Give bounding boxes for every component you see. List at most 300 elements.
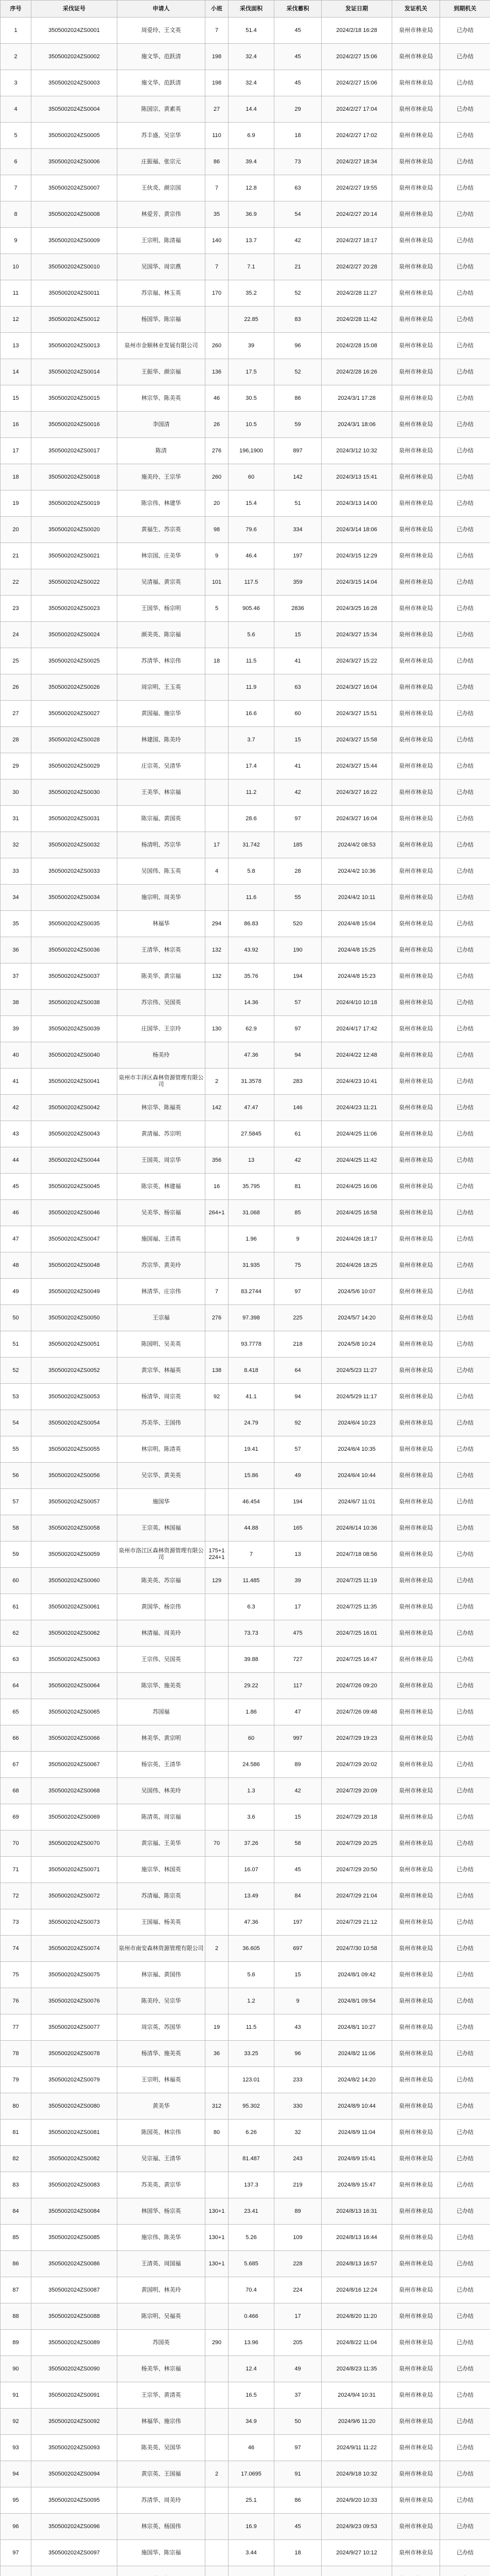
table-row xyxy=(1,937,490,963)
cell-applicant: 苏宗福、林玉英 xyxy=(117,280,205,307)
cell-area: 3.6 xyxy=(229,1804,274,1831)
cell-volume: 84 xyxy=(274,1883,322,1909)
cell-permit-number: 3505002024ZS0062 xyxy=(31,1620,117,1647)
cell-issuing-authority: 泉州市林业局 xyxy=(392,2540,440,2566)
cell-issue-date: 2024/7/30 10:58 xyxy=(322,1936,392,1962)
cell-issue-date: 2024/8/9 10:44 xyxy=(322,2093,392,2120)
cell-status: 已办结 xyxy=(440,2225,490,2251)
cell-subcompartment: 7 xyxy=(205,254,229,280)
cell-status: 已办结 xyxy=(440,1647,490,1673)
cell-issuing-authority: 泉州市林业局 xyxy=(392,2461,440,2487)
table-row xyxy=(1,1778,490,1804)
cell-subcompartment: 46 xyxy=(205,385,229,412)
cell-status: 已办结 xyxy=(440,149,490,175)
cell-issuing-authority: 泉州市林业局 xyxy=(392,543,440,569)
cell-subcompartment xyxy=(205,1699,229,1725)
cell-area: 14.36 xyxy=(229,990,274,1016)
cell-serial: 34 xyxy=(1,885,31,911)
cell-serial: 19 xyxy=(1,490,31,517)
cell-issue-date: 2024/8/1 10:27 xyxy=(322,2014,392,2041)
cell-serial: 73 xyxy=(1,1909,31,1936)
cell-subcompartment xyxy=(205,2356,229,2382)
cell-volume: 57 xyxy=(274,990,322,1016)
cell-applicant: 林建国、陈美玲 xyxy=(117,727,205,753)
cell-volume: 334 xyxy=(274,517,322,543)
table-row xyxy=(1,727,490,753)
cell-area: 47.36 xyxy=(229,1042,274,1069)
table-row xyxy=(1,1541,490,1568)
cell-serial: 72 xyxy=(1,1883,31,1909)
cell-permit-number: 3505002024ZS0052 xyxy=(31,1358,117,1384)
cell-issue-date: 2024/9/20 10:33 xyxy=(322,2487,392,2514)
cell-volume: 224 xyxy=(274,2277,322,2303)
cell-serial: 92 xyxy=(1,2409,31,2435)
cell-issue-date: 2024/2/28 11:27 xyxy=(322,280,392,307)
table-row xyxy=(1,885,490,911)
cell-applicant: 施宗明、周美华 xyxy=(117,885,205,911)
cell-subcompartment xyxy=(205,1042,229,1069)
cell-issuing-authority: 泉州市林业局 xyxy=(392,1174,440,1200)
cell-status: 已办结 xyxy=(440,2514,490,2540)
cell-volume: 94 xyxy=(274,1042,322,1069)
cell-permit-number: 3505002024ZS0029 xyxy=(31,753,117,779)
cell-issuing-authority: 泉州市林业局 xyxy=(392,1541,440,1568)
cell-volume: 49 xyxy=(274,2356,322,2382)
cell-applicant: 黄国福、施宗华 xyxy=(117,701,205,727)
cell-permit-number: 3505002024ZS0022 xyxy=(31,569,117,596)
cell-permit-number: 3505002024ZS0056 xyxy=(31,1463,117,1489)
cell-status: 已办结 xyxy=(440,569,490,596)
cell-volume: 219 xyxy=(274,2172,322,2198)
cell-applicant: 黄宗华、林福英 xyxy=(117,1358,205,1384)
table-row xyxy=(1,1673,490,1699)
cell-volume: 197 xyxy=(274,543,322,569)
table-row xyxy=(1,464,490,490)
cell-area: 117.5 xyxy=(229,569,274,596)
cell-permit-number: 3505002024ZS0067 xyxy=(31,1752,117,1778)
table-row xyxy=(1,2566,490,2576)
cell-area: 44.88 xyxy=(229,1515,274,1541)
table-row xyxy=(1,1699,490,1725)
cell-issuing-authority: 泉州市林业局 xyxy=(392,779,440,806)
table-row xyxy=(1,1331,490,1358)
cell-issuing-authority: 泉州市林业局 xyxy=(392,622,440,648)
cell-issuing-authority: 泉州市林业局 xyxy=(392,1331,440,1358)
cell-issuing-authority: 泉州市林业局 xyxy=(392,1358,440,1384)
cell-permit-number: 3505002024ZS0011 xyxy=(31,280,117,307)
cell-area: 1.3 xyxy=(229,1778,274,1804)
cell-volume: 15 xyxy=(274,727,322,753)
cell-issue-date: 2024/3/15 14:04 xyxy=(322,569,392,596)
cell-subcompartment xyxy=(205,1436,229,1463)
cell-permit-number: 3505002024ZS0020 xyxy=(31,517,117,543)
cell-permit-number: 3505002024ZS0073 xyxy=(31,1909,117,1936)
table-row xyxy=(1,701,490,727)
cell-volume: 39 xyxy=(274,1568,322,1594)
cell-issuing-authority: 泉州市林业局 xyxy=(392,201,440,228)
cell-volume: 51 xyxy=(274,490,322,517)
cell-volume: 83 xyxy=(274,307,322,333)
cell-permit-number: 3505002024ZS0032 xyxy=(31,832,117,858)
table-row xyxy=(1,307,490,333)
cell-status: 已办结 xyxy=(440,359,490,385)
cell-serial: 51 xyxy=(1,1331,31,1358)
table-row xyxy=(1,44,490,70)
table-row xyxy=(1,1463,490,1489)
cell-issuing-authority: 泉州市林业局 xyxy=(392,1725,440,1752)
cell-status: 已办结 xyxy=(440,1147,490,1174)
cell-status: 已办结 xyxy=(440,1384,490,1410)
cell-issue-date: 2024/8/16 12:24 xyxy=(322,2277,392,2303)
cell-subcompartment: 26 xyxy=(205,412,229,438)
cell-permit-number: 3505002024ZS0024 xyxy=(31,622,117,648)
cell-issue-date: 2024/8/9 11:04 xyxy=(322,2120,392,2146)
cell-permit-number: 3505002024ZS0070 xyxy=(31,1831,117,1857)
cell-area: 35.795 xyxy=(229,1174,274,1200)
cell-issuing-authority: 泉州市林业局 xyxy=(392,464,440,490)
cell-area: 905.46 xyxy=(229,596,274,622)
cell-subcompartment xyxy=(205,1883,229,1909)
cell-applicant: 黄宗英、王国福 xyxy=(117,2461,205,2487)
cell-volume: 29 xyxy=(274,96,322,123)
cell-serial: 41 xyxy=(1,1069,31,1095)
cell-issue-date: 2024/8/23 11:35 xyxy=(322,2356,392,2382)
cell-applicant: 周爱玲、王文英 xyxy=(117,18,205,44)
cell-status: 已办结 xyxy=(440,1410,490,1436)
cell-issuing-authority: 泉州市林业局 xyxy=(392,727,440,753)
cell-status: 已办结 xyxy=(440,1699,490,1725)
cell-subcompartment: 110 xyxy=(205,123,229,149)
cell-volume: 49 xyxy=(274,1463,322,1489)
cell-issuing-authority: 泉州市林业局 xyxy=(392,1436,440,1463)
cell-status: 已办结 xyxy=(440,464,490,490)
cell-subcompartment: 35 xyxy=(205,201,229,228)
cell-issuing-authority: 泉州市林业局 xyxy=(392,2172,440,2198)
cell-volume: 520 xyxy=(274,911,322,937)
cell-subcompartment: 132 xyxy=(205,963,229,990)
cell-status: 已办结 xyxy=(440,412,490,438)
cell-area: 6.3 xyxy=(229,1594,274,1620)
cell-area: 11.9 xyxy=(229,674,274,701)
table-row xyxy=(1,149,490,175)
table-row xyxy=(1,2146,490,2172)
cell-issuing-authority: 泉州市林业局 xyxy=(392,1489,440,1515)
cell-volume: 94 xyxy=(274,1384,322,1410)
cell-subcompartment: 264+1 xyxy=(205,1200,229,1226)
cell-subcompartment xyxy=(205,2435,229,2461)
cell-issue-date: 2024/8/20 11:20 xyxy=(322,2303,392,2330)
cell-subcompartment xyxy=(205,1647,229,1673)
cell-area: 81.487 xyxy=(229,2146,274,2172)
cell-area: 16.07 xyxy=(229,1857,274,1883)
cell-serial: 62 xyxy=(1,1620,31,1647)
cell-area: 6.26 xyxy=(229,2120,274,2146)
cell-volume: 41 xyxy=(274,648,322,674)
table-row xyxy=(1,963,490,990)
cell-status: 已办结 xyxy=(440,1069,490,1095)
cell-issue-date: 2024/4/8 15:25 xyxy=(322,937,392,963)
cell-permit-number: 3505002024ZS0060 xyxy=(31,1568,117,1594)
cell-subcompartment xyxy=(205,1331,229,1358)
cell-issuing-authority: 泉州市林业局 xyxy=(392,307,440,333)
cell-serial: 65 xyxy=(1,1699,31,1725)
cell-serial: 3 xyxy=(1,70,31,96)
table-row xyxy=(1,2514,490,2540)
cell-applicant: 施宗华、林国英 xyxy=(117,1857,205,1883)
cell-applicant: 王美华、林宗福 xyxy=(117,779,205,806)
table-row xyxy=(1,2120,490,2146)
cell-applicant: 王宗福 xyxy=(117,1305,205,1331)
cell-serial: 86 xyxy=(1,2251,31,2277)
cell-subcompartment: 260 xyxy=(205,333,229,359)
cell-permit-number: 3505002024ZS0097 xyxy=(31,2540,117,2566)
cell-volume: 330 xyxy=(274,2093,322,2120)
cell-status: 已办结 xyxy=(440,1778,490,1804)
cell-issue-date: 2024/3/27 16:22 xyxy=(322,779,392,806)
cell-area: 41.1 xyxy=(229,1384,274,1410)
table-row xyxy=(1,1752,490,1778)
cell-subcompartment xyxy=(205,2566,229,2576)
cell-issuing-authority: 泉州市林业局 xyxy=(392,70,440,96)
cell-area: 79.6 xyxy=(229,517,274,543)
cell-issuing-authority: 泉州市林业局 xyxy=(392,438,440,464)
header-cell-serial: 序号 xyxy=(1,1,31,18)
cell-applicant: 杨清明、苏宗华 xyxy=(117,832,205,858)
cell-volume: 28 xyxy=(274,858,322,885)
cell-serial: 11 xyxy=(1,280,31,307)
cell-status: 已办结 xyxy=(440,2251,490,2277)
cell-subcompartment: 5 xyxy=(205,596,229,622)
cell-applicant: 陈宗英、林建福 xyxy=(117,1174,205,1200)
cell-volume xyxy=(274,2566,322,2576)
cell-serial: 14 xyxy=(1,359,31,385)
cell-subcompartment: 9 xyxy=(205,543,229,569)
cell-area: 36.605 xyxy=(229,1936,274,1962)
cell-volume: 96 xyxy=(274,2041,322,2067)
cell-status: 已办结 xyxy=(440,1804,490,1831)
cell-volume: 243 xyxy=(274,2146,322,2172)
cell-status: 已办结 xyxy=(440,1042,490,1069)
cell-subcompartment: 86 xyxy=(205,149,229,175)
cell-status: 已办结 xyxy=(440,385,490,412)
table-row xyxy=(1,18,490,44)
cell-subcompartment: 130 xyxy=(205,1016,229,1042)
cell-volume: 45 xyxy=(274,44,322,70)
cell-applicant: 苏国福 xyxy=(117,1699,205,1725)
cell-permit-number: 3505002024ZS0077 xyxy=(31,2014,117,2041)
cell-volume: 2836 xyxy=(274,596,322,622)
cell-permit-number: 3505002024ZS0034 xyxy=(31,885,117,911)
cell-area: 5.8 xyxy=(229,858,274,885)
cell-applicant: 黄美华 xyxy=(117,2093,205,2120)
cell-issuing-authority: 泉州市林业局 xyxy=(392,1042,440,1069)
cell-serial: 66 xyxy=(1,1725,31,1752)
table-row xyxy=(1,385,490,412)
cell-applicant: 周宗明、王玉英 xyxy=(117,674,205,701)
cell-volume: 41 xyxy=(274,753,322,779)
cell-area: 17.4 xyxy=(229,753,274,779)
table-row xyxy=(1,175,490,201)
cell-issue-date: 2024/2/27 15:06 xyxy=(322,44,392,70)
cell-status: 已办结 xyxy=(440,2041,490,2067)
cell-issuing-authority: 泉州市林业局 xyxy=(392,2356,440,2382)
cell-serial xyxy=(1,2566,31,2576)
cell-volume: 63 xyxy=(274,674,322,701)
cell-area: 6.9 xyxy=(229,123,274,149)
cell-area: 37.26 xyxy=(229,1831,274,1857)
table-row xyxy=(1,1515,490,1541)
cell-applicant: 林清华、庄宗伟 xyxy=(117,1279,205,1305)
cell-status: 已办结 xyxy=(440,1515,490,1541)
cell-applicant: 周宗英、苏国华 xyxy=(117,2014,205,2041)
cell-issue-date: 2024/4/25 16:06 xyxy=(322,1174,392,1200)
cell-permit-number: 3505002024ZS0010 xyxy=(31,254,117,280)
cell-serial: 18 xyxy=(1,464,31,490)
cell-permit-number: 3505002024ZS0063 xyxy=(31,1647,117,1673)
cell-issuing-authority: 泉州市林业局 xyxy=(392,1594,440,1620)
cell-subcompartment xyxy=(205,2514,229,2540)
table-row xyxy=(1,70,490,96)
cell-issuing-authority: 泉州市林业局 xyxy=(392,2014,440,2041)
cell-volume: 97 xyxy=(274,806,322,832)
cell-issue-date: 2024/5/7 14:20 xyxy=(322,1305,392,1331)
cell-applicant: 杨宗英、王清华 xyxy=(117,1752,205,1778)
cell-issuing-authority: 泉州市林业局 xyxy=(392,490,440,517)
cell-volume: 73 xyxy=(274,149,322,175)
cell-permit-number: 3505002024ZS0043 xyxy=(31,1121,117,1147)
cell-area: 16.9 xyxy=(229,2514,274,2540)
cell-area: 5.26 xyxy=(229,2225,274,2251)
cell-applicant: 陈美英、吴国华 xyxy=(117,2435,205,2461)
cell-issuing-authority: 泉州市林业局 xyxy=(392,701,440,727)
cell-issuing-authority: 泉州市林业局 xyxy=(392,228,440,254)
cell-status: 已办结 xyxy=(440,1988,490,2014)
cell-permit-number: 3505002024ZS0053 xyxy=(31,1384,117,1410)
table-row xyxy=(1,2409,490,2435)
table-row xyxy=(1,1252,490,1279)
cell-serial: 20 xyxy=(1,517,31,543)
cell-subcompartment: 70 xyxy=(205,1831,229,1857)
cell-issue-date: 2024/4/23 11:21 xyxy=(322,1095,392,1121)
cell-issuing-authority: 泉州市林业局 xyxy=(392,1069,440,1095)
cell-applicant: 王国福、杨美英 xyxy=(117,1909,205,1936)
cell-subcompartment: 170 xyxy=(205,280,229,307)
cell-status: 已办结 xyxy=(440,885,490,911)
cell-permit-number: 3505002024ZS0015 xyxy=(31,385,117,412)
table-row xyxy=(1,1069,490,1095)
cell-applicant: 苏清华、周美玲 xyxy=(117,2487,205,2514)
cell-status: 已办结 xyxy=(440,1673,490,1699)
cell-serial: 59 xyxy=(1,1541,31,1568)
cell-serial: 33 xyxy=(1,858,31,885)
table-row xyxy=(1,438,490,464)
cell-applicant: 吴国伟、陈玉英 xyxy=(117,858,205,885)
cell-status: 已办结 xyxy=(440,1305,490,1331)
cell-applicant: 王宗英、林国福 xyxy=(117,1515,205,1541)
cell-subcompartment xyxy=(205,307,229,333)
cell-volume: 96 xyxy=(274,333,322,359)
cell-subcompartment: 276 xyxy=(205,1305,229,1331)
cell-area: 70.4 xyxy=(229,2277,274,2303)
cell-permit-number: 3505002024ZS0006 xyxy=(31,149,117,175)
cell-issuing-authority: 泉州市林业局 xyxy=(392,280,440,307)
cell-issuing-authority: 泉州市林业局 xyxy=(392,1804,440,1831)
cell-issue-date: 2024/9/27 10:12 xyxy=(322,2540,392,2566)
cell-applicant: 吴国华、周宗燕 xyxy=(117,254,205,280)
cell-subcompartment xyxy=(205,1121,229,1147)
cell-status: 已办结 xyxy=(440,2435,490,2461)
cell-subcompartment xyxy=(205,2303,229,2330)
table-row xyxy=(1,674,490,701)
cell-subcompartment xyxy=(205,1778,229,1804)
table-row xyxy=(1,1410,490,1436)
cell-status: 已办结 xyxy=(440,1962,490,1988)
cell-serial: 74 xyxy=(1,1936,31,1962)
cell-issue-date: 2024/3/27 16:04 xyxy=(322,674,392,701)
table-row xyxy=(1,990,490,1016)
cell-status: 已办结 xyxy=(440,1489,490,1515)
table-row xyxy=(1,1147,490,1174)
cell-permit-number: 3505002024ZS0025 xyxy=(31,648,117,674)
cell-area: 11.5 xyxy=(229,648,274,674)
cell-area: 5.6 xyxy=(229,622,274,648)
cell-volume: 86 xyxy=(274,385,322,412)
cell-issuing-authority: 泉州市林业局 xyxy=(392,1279,440,1305)
cell-volume: 54 xyxy=(274,201,322,228)
cell-issuing-authority: 泉州市林业局 xyxy=(392,2330,440,2356)
cell-applicant: 黄宗福、王美华 xyxy=(117,1831,205,1857)
cell-volume: 52 xyxy=(274,280,322,307)
cell-status: 已办结 xyxy=(440,1095,490,1121)
cell-serial: 46 xyxy=(1,1200,31,1226)
cell-permit-number: 3505002024ZS0084 xyxy=(31,2198,117,2225)
cell-subcompartment: 17 xyxy=(205,832,229,858)
cell-area: 11.6 xyxy=(229,885,274,911)
table-row xyxy=(1,490,490,517)
cell-applicant: 苏国英 xyxy=(117,2330,205,2356)
cell-area: 46 xyxy=(229,2435,274,2461)
cell-applicant: 施美玲、王宗华 xyxy=(117,464,205,490)
cell-serial: 6 xyxy=(1,149,31,175)
cell-status: 已办结 xyxy=(440,1174,490,1200)
cell-issuing-authority: 泉州市林业局 xyxy=(392,806,440,832)
cell-status: 已办结 xyxy=(440,2303,490,2330)
cell-area: 47.47 xyxy=(229,1095,274,1121)
table-row xyxy=(1,1909,490,1936)
cell-serial: 58 xyxy=(1,1515,31,1541)
cell-volume: 142 xyxy=(274,464,322,490)
cell-volume: 89 xyxy=(274,1752,322,1778)
cell-subcompartment xyxy=(205,753,229,779)
cell-area: 11.5 xyxy=(229,2014,274,2041)
header-row xyxy=(1,1,490,18)
cell-serial: 1 xyxy=(1,18,31,44)
cell-volume: 42 xyxy=(274,1147,322,1174)
cell-area: 11.485 xyxy=(229,1568,274,1594)
cell-area: 17.5 xyxy=(229,359,274,385)
cell-issuing-authority: 泉州市林业局 xyxy=(392,1909,440,1936)
cell-status: 已办结 xyxy=(440,201,490,228)
cell-serial: 10 xyxy=(1,254,31,280)
cell-permit-number: 3505002024ZS0054 xyxy=(31,1410,117,1436)
cell-status: 已办结 xyxy=(440,1436,490,1463)
cell-applicant: 庄国华、王宗玲 xyxy=(117,1016,205,1042)
cell-area: 17.0695 xyxy=(229,2461,274,2487)
cell-status: 已办结 xyxy=(440,2540,490,2566)
cell-volume: 18 xyxy=(274,2540,322,2566)
cell-permit-number: 3505002024ZS0048 xyxy=(31,1252,117,1279)
cell-applicant: 林清福、周美玲 xyxy=(117,1620,205,1647)
